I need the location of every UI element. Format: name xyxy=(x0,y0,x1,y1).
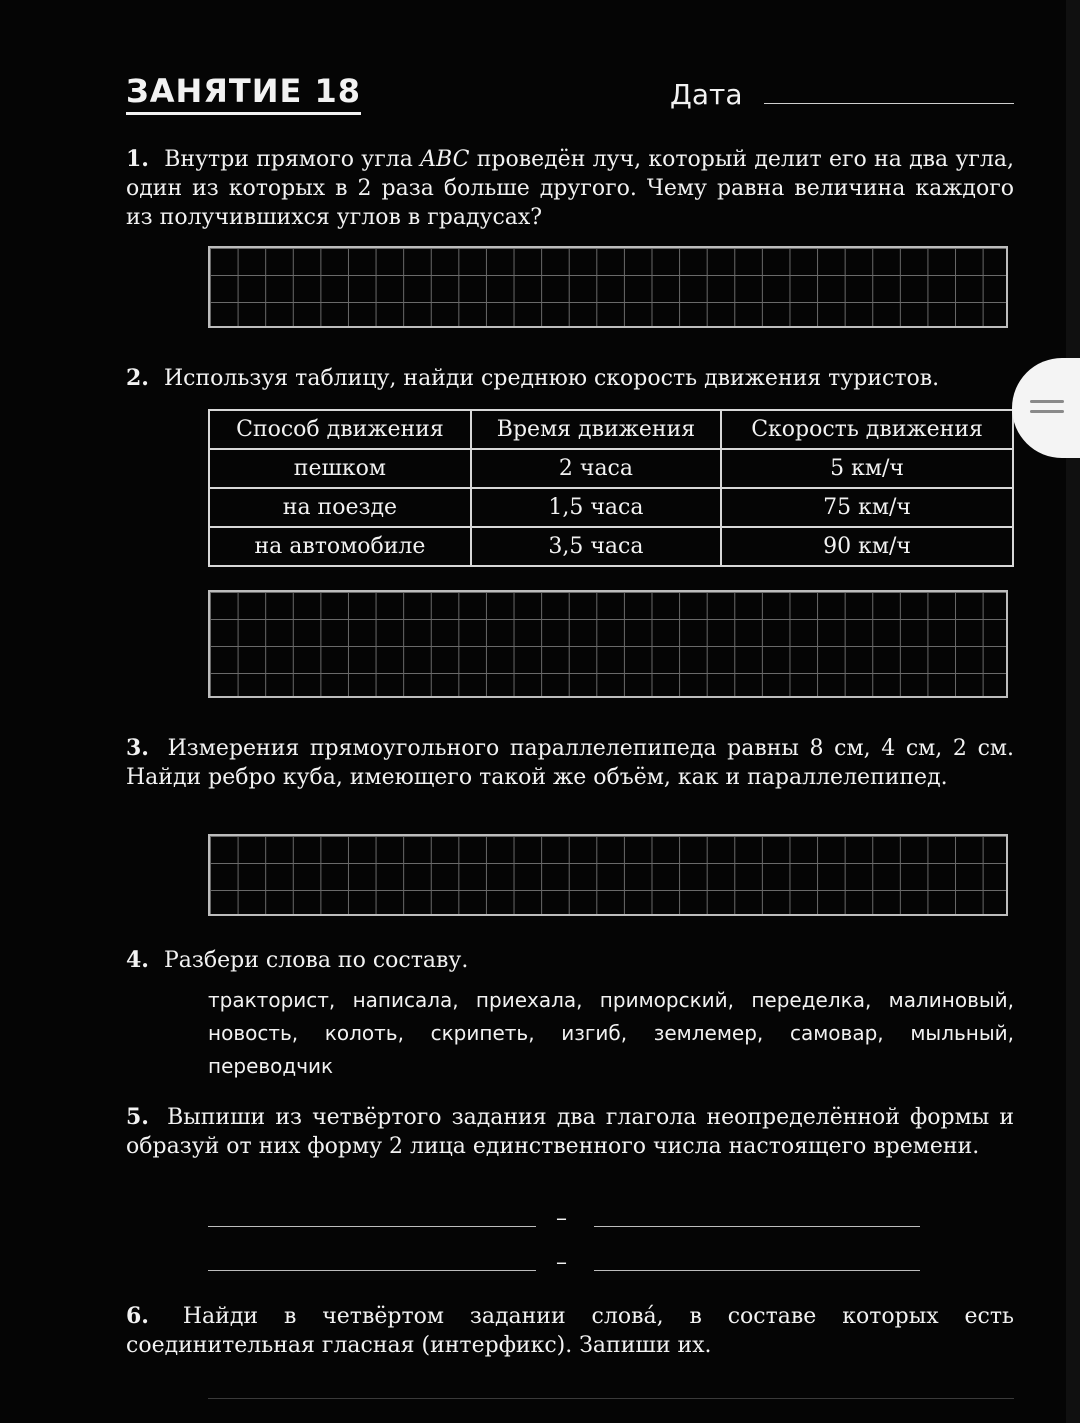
date-label: Дата xyxy=(670,78,743,111)
table-header-cell: Скорость движения xyxy=(721,410,1013,449)
table-row xyxy=(209,488,1013,527)
table-cell: на автомобиле xyxy=(209,527,471,566)
table-cell: 1,5 часа xyxy=(471,488,721,527)
table-cell: 5 км/ч xyxy=(721,449,1013,488)
task-6 xyxy=(126,1302,1014,1360)
table-cell: 90 км/ч xyxy=(721,527,1013,566)
table-cell: 3,5 часа xyxy=(471,527,721,566)
grip-icon xyxy=(1030,410,1064,413)
task-3 xyxy=(126,734,1014,792)
task-text: Измерения прямоугольного параллелепипеда равны 8 см, 4 см, 2 см. Найди ребро куба, имеющего такой же объём, как и параллелепипед. xyxy=(126,736,1014,790)
task-number: 6. xyxy=(126,1303,149,1329)
table-header-row xyxy=(209,410,1013,449)
task-number: 1. xyxy=(126,146,149,172)
date-line xyxy=(764,103,1014,104)
task-text: проведён луч, который делит его на два угла, один из которых в 2 раза больше другого. Чему равна величина каждого из получившихся углов в градусах? xyxy=(126,147,1015,230)
answer-line[interactable] xyxy=(594,1226,920,1227)
speed-table xyxy=(208,409,1014,567)
table-cell: пешком xyxy=(209,449,471,488)
lesson-title: ЗАНЯТИЕ 18 xyxy=(126,72,361,115)
answer-grid-1[interactable] xyxy=(208,246,1008,328)
answer-dash: – xyxy=(556,1206,567,1231)
task-number: 2. xyxy=(126,365,149,391)
task-text: Используя таблицу, найди среднюю скорость движения туристов. xyxy=(163,366,940,391)
task-2 xyxy=(126,364,1014,393)
table-row xyxy=(209,527,1013,566)
task-text: Выпиши из четвёртого задания два глагола неопределённой формы и образуй от них форму 2 лица единственного числа настоящего времени. xyxy=(126,1105,1014,1159)
task-number: 5. xyxy=(126,1104,149,1130)
word-list: тракторист, написала, приехала, приморский, переделка, малиновый, новость, колоть, скрипеть, изгиб, землемер, самовар, мыльный, переводчик xyxy=(208,988,1014,1078)
answer-line[interactable] xyxy=(208,1270,536,1271)
answer-line[interactable] xyxy=(208,1398,1014,1399)
table-cell: 2 часа xyxy=(471,449,721,488)
answer-grid-3[interactable] xyxy=(208,834,1008,916)
table-header-cell: Способ движения xyxy=(209,410,471,449)
task-text: Внутри прямого угла xyxy=(164,147,413,172)
task-number: 4. xyxy=(126,947,149,973)
answer-grid-2[interactable] xyxy=(208,590,1008,698)
answer-line[interactable] xyxy=(208,1226,536,1227)
task-text: Найди в четвёртом задании слова́, в составе которых есть соединительная гласная (интерфикс). Запиши их. xyxy=(126,1304,1014,1358)
table-cell: 75 км/ч xyxy=(721,488,1013,527)
task-5 xyxy=(126,1103,1014,1161)
table-header-cell: Время движения xyxy=(471,410,721,449)
task-number: 3. xyxy=(126,735,149,761)
page-edge xyxy=(1066,0,1080,1423)
task-4 xyxy=(126,946,1014,975)
table-cell: на поезде xyxy=(209,488,471,527)
answer-dash: – xyxy=(556,1250,567,1275)
task-text: Разбери слова по составу. xyxy=(163,948,469,973)
angle-name: ABC xyxy=(420,147,470,172)
task-1 xyxy=(126,145,1014,232)
answer-line[interactable] xyxy=(594,1270,920,1271)
table-row xyxy=(209,449,1013,488)
grip-icon xyxy=(1030,400,1064,403)
